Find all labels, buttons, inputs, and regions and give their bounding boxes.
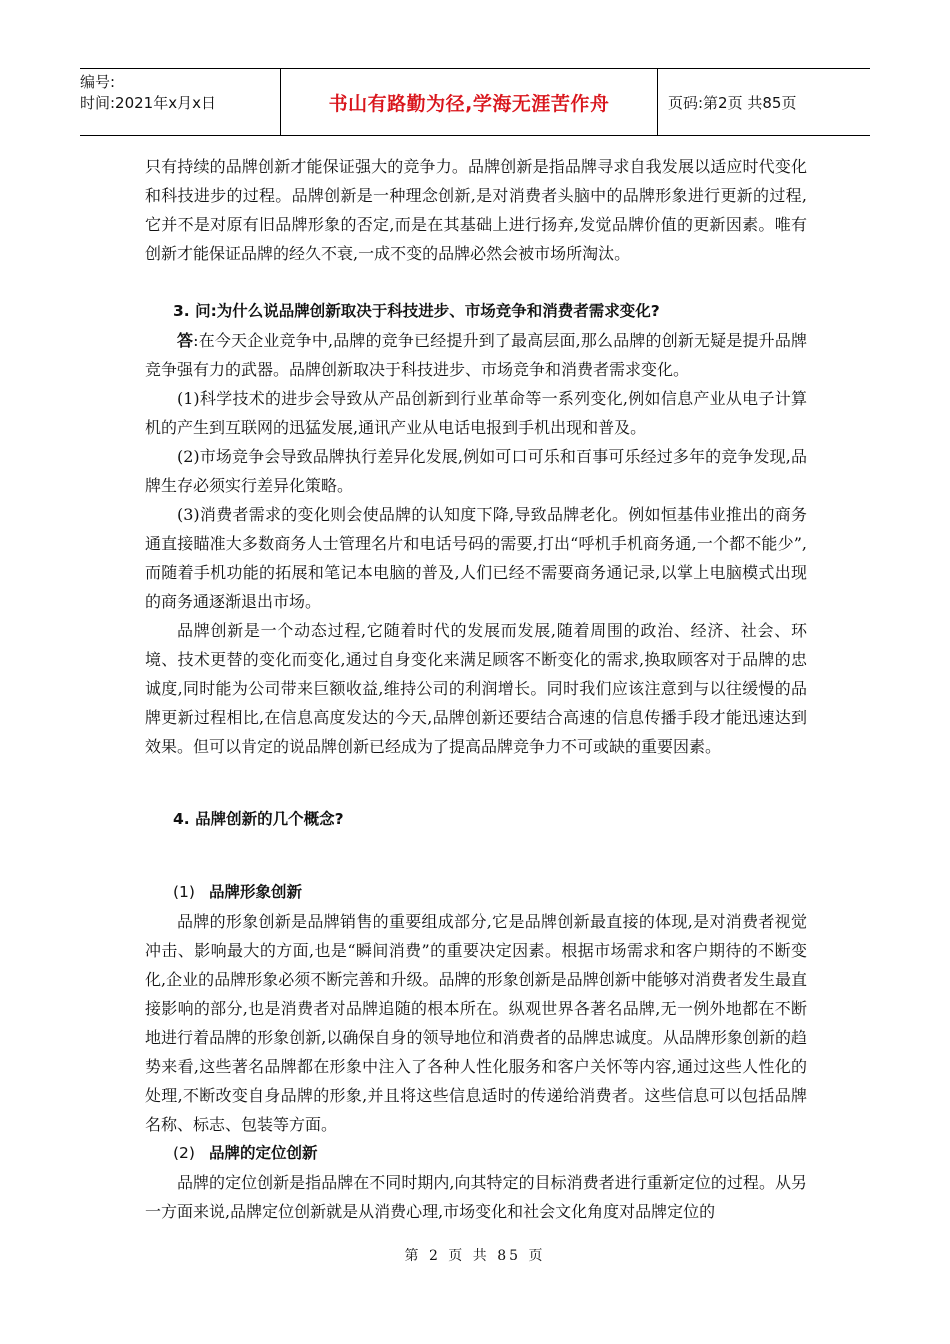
list-item-2: (2)市场竞争会导致品牌执行差异化发展,例如可口可乐和百事可乐经过多年的竞争发现,品牌生存必须实行差异化策略。 [145,447,807,495]
sub2-number: (2) [173,1144,195,1162]
document-body [145,152,807,1226]
paragraph-position-innovation: 品牌的定位创新是指品牌在不同时期内,向其特定的目标消费者进行重新定位的过程。从另一方面来说,品牌定位创新就是从消费心理,市场变化和社会文化角度对品牌定位的 [145,1173,807,1221]
doc-number-label: 编号: [80,73,116,91]
list-item-1: (1)科学技术的进步会导致从产品创新到行业革命等一系列变化,例如信息产业从电子计算机的产生到互联网的迅猛发展,通讯产业从电话电报到手机出现和普及。 [145,389,807,437]
header-meta [80,69,280,135]
paragraph-intro: 只有持续的品牌创新才能保证强大的竞争力。品牌创新是指品牌寻求自我发展以适应时代变化和科技进步的过程。品牌创新是一种理念创新,是对消费者头脑中的品牌形象进行更新的过程,它并不是对原有旧品牌形象的否定,而是在其基础上进行扬弃,发觉品牌价值的更新因素。唯有创新才能保证品牌的经久不衰,一成不变的品牌必然会被市场所淘汰。 [145,157,807,263]
subheading-image-innovation [145,878,807,907]
page-header [80,68,870,136]
question-4-heading: 4. 品牌创新的几个概念? [173,810,344,828]
time-label: 时间:2021年x月x日 [80,94,216,112]
sub1-number: (1) [173,883,195,901]
answer-3 [145,326,807,384]
sub1-title: 品牌形象创新 [208,883,302,901]
paragraph-dynamic: 品牌创新是一个动态过程,它随着时代的发展而发展,随着周围的政治、经济、社会、环境、技术更替的变化而变化,通过自身变化来满足顾客不断变化的需求,换取顾客对于品牌的忠诚度,同时能为公司带来巨额收益,维持公司的利润增长。同时我们应该注意到与以往缓慢的品牌更新过程相比,在信息高度发达的今天,品牌创新还要结合高速的信息传播手段才能迅速达到效果。但可以肯定的说品牌创新已经成为了提高品牌竞争力不可或缺的重要因素。 [145,621,807,756]
header-motto: 书山有路勤为径,学海无涯苦作舟 [280,69,658,135]
subheading-position-innovation [145,1139,807,1168]
answer-3-text: :在今天企业竞争中,品牌的竞争已经提升到了最高层面,那么品牌的创新无疑是提升品牌竞争强有力的武器。品牌创新取决于科技进步、市场竞争和消费者需求变化。 [145,331,807,379]
page-footer: 第 2 页 共 85 页 [404,1248,546,1264]
question-3-heading: 3. 问:为什么说品牌创新取决于科技进步、市场竞争和消费者需求变化? [173,302,660,320]
list-item-3: (3)消费者需求的变化则会使品牌的认知度下降,导致品牌老化。例如恒基伟业推出的商务通直接瞄准大多数商务人士管理名片和电话号码的需要,打出“呼机手机商务通,一个都不能少”,而随着手机功能的拓展和笔记本电脑的普及,人们已经不需要商务通记录,以掌上电脑模式出现的商务通逐渐退出市场。 [145,505,807,611]
sub2-title: 品牌的定位创新 [208,1144,318,1162]
header-page-info: 页码:第2页 共85页 [668,93,797,112]
paragraph-image-innovation: 品牌的形象创新是品牌销售的重要组成部分,它是品牌创新最直接的体现,是对消费者视觉冲击、影响最大的方面,也是“瞬间消费”的重要决定因素。根据市场需求和客户期待的不断变化,企业的品牌形象必须不断完善和升级。品牌的形象创新是品牌创新中能够对消费者发生最直接影响的部分,也是消费者对品牌追随的根本所在。纵观世界各著名品牌,无一例外地都在不断地进行着品牌的形象创新,以确保自身的领导地位和消费者的品牌忠诚度。从品牌形象创新的趋势来看,这些著名品牌都在形象中注入了各种人性化服务和客户关怀等内容,通过这些人性化的处理,不断改变自身品牌的形象,并且将这些信息适时的传递给消费者。这些信息可以包括品牌名称、标志、包装等方面。 [145,912,807,1134]
answer-label: 答 [177,331,194,350]
